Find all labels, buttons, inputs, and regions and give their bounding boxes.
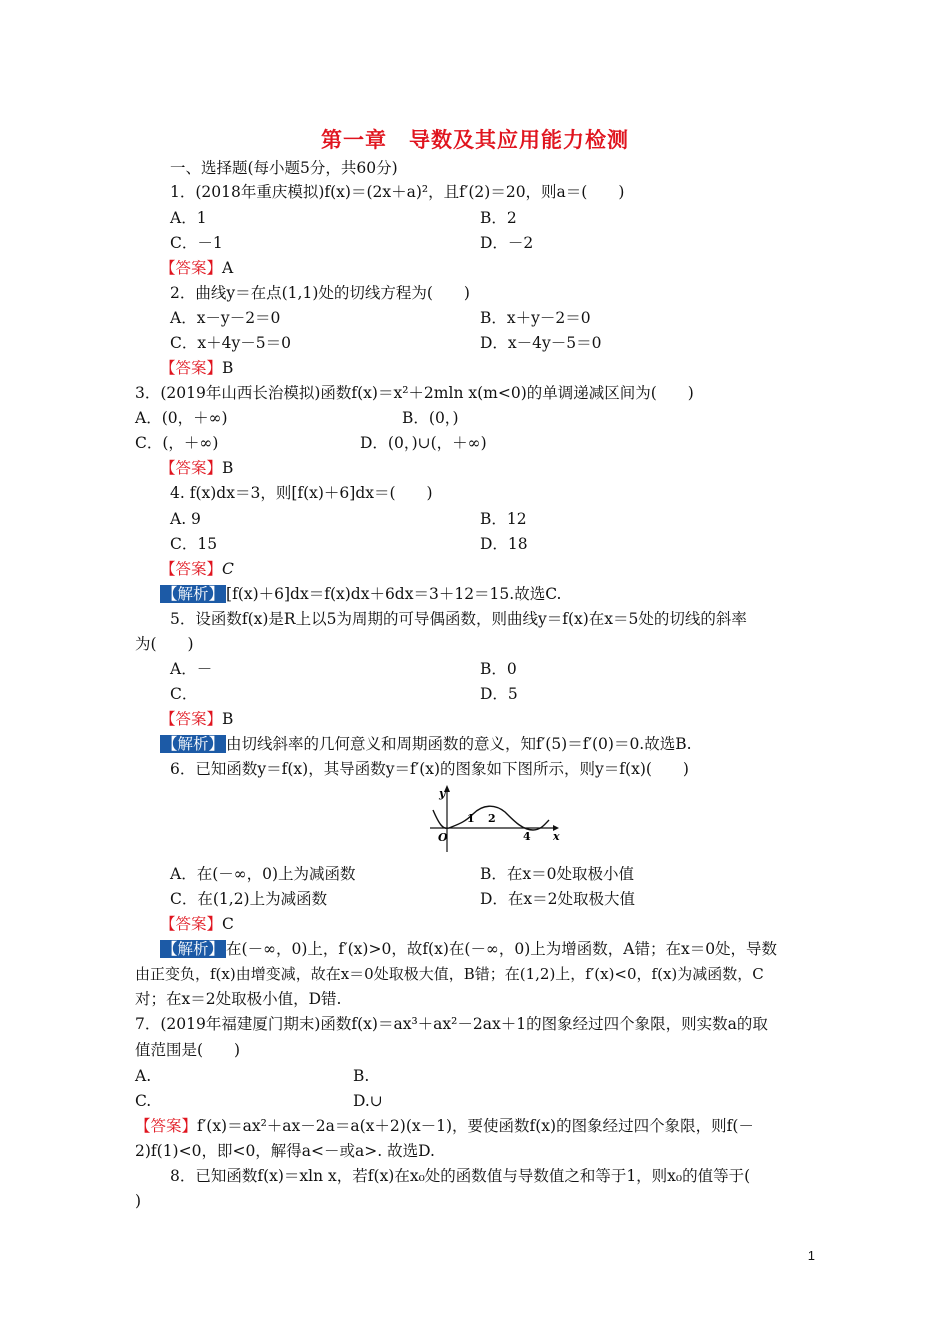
q4-option-a: A. 9 (170, 510, 201, 528)
q5-option-a: A．－ (170, 660, 213, 678)
q6-option-b: B．在x＝0处取极小值 (480, 865, 634, 883)
q3-answer (160, 458, 233, 478)
page-title: 第一章 导数及其应用能力检测 (321, 128, 629, 152)
q2-option-b: B．x＋y－2＝0 (480, 309, 591, 327)
q5-option-c: C． (170, 685, 198, 703)
q3-option-c: C．(，＋∞) (135, 434, 219, 452)
q2-answer-value: B (222, 359, 234, 377)
q4-option-d: D．18 (480, 535, 528, 553)
answer-label: 【答案】 (160, 359, 223, 377)
q2-option-c: C．x＋4y－5＝0 (170, 334, 291, 352)
q8-stem-line1: 8．已知函数f(x)＝xln x，若f(x)在x₀处的函数值与导数值之和等于1，则x₀的值等于( (170, 1167, 751, 1185)
q6-explanation-text1: 在(－∞，0)上，f′(x)>0，故f(x)在(－∞，0)上为增函数，A错；在x＝0处，导数 (226, 940, 778, 958)
q7-option-a: A. (135, 1067, 152, 1085)
tick-label-4: 4 (523, 830, 531, 843)
q1-option-b: B．2 (480, 209, 517, 227)
explanation-label: 【解析】 (162, 735, 225, 753)
y-axis-label: y (439, 787, 446, 800)
q4-stem: 4. f(x)dx＝3，则[f(x)＋6]dx＝( ) (170, 484, 433, 502)
origin-label: O (438, 831, 448, 844)
q7-option-c: C. (135, 1092, 152, 1110)
q5-answer-value: B (222, 710, 234, 728)
q6-explanation-line3: 对；在x＝2处取极小值，D错. (135, 990, 342, 1008)
q3-option-a: A．(0，＋∞) (135, 409, 228, 427)
q7-option-b: B. (353, 1067, 370, 1085)
q5-answer (160, 709, 233, 729)
derivative-graph (425, 784, 560, 854)
q5-option-d: D．5 (480, 685, 518, 703)
q7-answer-line1 (135, 1116, 754, 1136)
explanation-label: 【解析】 (162, 940, 225, 958)
answer-label: 【答案】 (160, 915, 223, 933)
q6-answer-value: C (222, 915, 234, 933)
explanation-label: 【解析】 (162, 585, 225, 603)
q3-stem: 3．(2019年山西长治模拟)函数f(x)＝x²＋2mln x(m<0)的单调递减区间为( ) (135, 384, 694, 402)
q4-option-b: B．12 (480, 510, 527, 528)
page-number: 1 (807, 1248, 815, 1263)
answer-label: 【答案】 (135, 1117, 198, 1135)
q5-option-b: B．0 (480, 660, 517, 678)
q3-answer-value: B (222, 459, 234, 477)
q4-answer-value: C (222, 560, 234, 578)
q2-stem: 2．曲线y＝在点(1,1)处的切线方程为( ) (170, 284, 470, 302)
q1-stem: 1．(2018年重庆模拟)f(x)＝(2x＋a)²，且f′(2)＝20，则a＝( ) (170, 183, 625, 201)
q1-answer-value: A (222, 259, 234, 277)
q4-explanation-text: [f(x)＋6]dx＝f(x)dx＋6dx＝3＋12＝15.故选C. (226, 585, 562, 603)
q1-option-a: A．1 (170, 209, 207, 227)
tick-label-2: 2 (488, 812, 496, 825)
q6-explanation-line2: 由正变负，f(x)由增变减，故在x＝0处取极大值，B错；在(1,2)上，f′(x)<0，f(x)为减函数，C (135, 965, 764, 983)
q3-option-d: D．(0，)∪(，＋∞) (360, 434, 487, 452)
q6-option-d: D．在x＝2处取极大值 (480, 890, 636, 908)
q7-answer-text1: f′(x)＝ax²＋ax－2a＝a(x＋2)(x－1)，要使函数f(x)的图象经过四个象限，则f(－ (197, 1117, 754, 1135)
q6-answer (160, 914, 234, 934)
q7-option-d: D.∪ (353, 1092, 383, 1110)
q6-explanation-line1 (160, 939, 777, 959)
q6-stem: 6．已知函数y＝f(x)，其导函数y＝f′(x)的图象如下图所示，则y＝f(x)( ) (170, 760, 689, 778)
answer-label: 【答案】 (160, 259, 223, 277)
q5-explanation (160, 734, 692, 754)
section-heading: 一、选择题(每小题5分，共60分) (170, 159, 398, 177)
q2-option-a: A．x－y－2＝0 (170, 309, 281, 327)
q4-answer (160, 559, 234, 579)
q1-answer (160, 258, 233, 278)
q5-stem-line2: 为( ) (135, 635, 194, 653)
q4-option-c: C．15 (170, 535, 218, 553)
answer-label: 【答案】 (160, 710, 223, 728)
tick-label-1: 1 (467, 812, 475, 825)
q7-answer-line2: 2)f(1)<0，即<0，解得a<－或a>. 故选D. (135, 1142, 435, 1160)
answer-label: 【答案】 (160, 560, 223, 578)
q6-option-c: C．在(1,2)上为减函数 (170, 890, 328, 908)
q3-option-b: B．(0，) (402, 409, 459, 427)
answer-label: 【答案】 (160, 459, 223, 477)
x-axis-label: x (553, 830, 560, 843)
q4-explanation (160, 584, 561, 604)
q1-option-c: C．－1 (170, 234, 223, 252)
q1-option-d: D．－2 (480, 234, 534, 252)
q5-stem-line1: 5．设函数f(x)是R上以5为周期的可导偶函数，则曲线y＝f(x)在x＝5处的切线的斜率 (170, 610, 747, 628)
q8-stem-line2: ) (135, 1192, 142, 1210)
q5-explanation-text: 由切线斜率的几何意义和周期函数的意义，知f′(5)＝f′(0)＝0.故选B. (226, 735, 692, 753)
q7-stem-line1: 7．(2019年福建厦门期末)函数f(x)＝ax³＋ax²－2ax＋1的图象经过四个象限，则实数a的取 (135, 1015, 768, 1033)
q6-option-a: A．在(－∞，0)上为减函数 (170, 865, 356, 883)
q7-stem-line2: 值范围是( ) (135, 1041, 241, 1059)
q2-answer (160, 358, 233, 378)
q2-option-d: D．x－4y－5＝0 (480, 334, 602, 352)
